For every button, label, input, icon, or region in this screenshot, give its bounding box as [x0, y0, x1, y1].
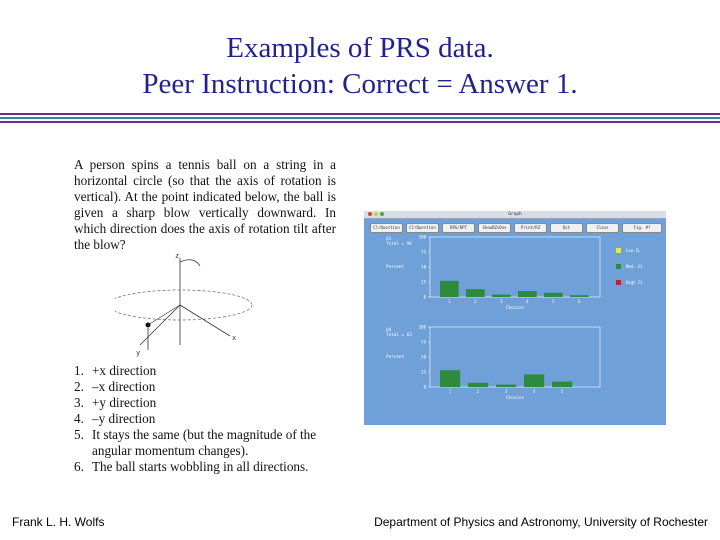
x-tick-label: 2	[474, 299, 477, 304]
toolbar-button[interactable]: ShowRZsOnv	[478, 223, 511, 233]
chart-bar	[440, 370, 460, 387]
answer-item: 2. –x direction	[74, 379, 156, 394]
chart-bar	[492, 295, 511, 297]
title-divider-middle	[0, 117, 720, 119]
toolbar-button[interactable]: ClrQuestion	[370, 223, 403, 233]
title-divider-top	[0, 113, 720, 115]
x-tick-label: 2	[476, 389, 480, 394]
rotation-circle	[115, 290, 252, 320]
slide-title-line-2: Peer Instruction: Correct = Answer 1.	[142, 68, 578, 100]
answer-item: 6. The ball starts wobbling in all directions.	[74, 459, 309, 474]
x-tick-label: 3	[500, 299, 503, 304]
x-tick-label: 1	[448, 299, 451, 304]
x-axis	[180, 305, 230, 336]
x-tick-label: 5	[552, 299, 555, 304]
confidence-legend	[616, 247, 643, 295]
chart-header-total: Total = 63	[386, 333, 412, 338]
y-tick-label: 25	[421, 279, 426, 285]
y-tick-label: 50	[421, 264, 426, 270]
z-axis-label: z	[175, 252, 180, 260]
y-tick-label: 75	[421, 249, 426, 255]
chart-bar	[518, 291, 537, 297]
x-tick-label: 5	[560, 389, 564, 394]
chart-x-axis-label: Choices	[505, 396, 525, 401]
x-tick-label: 4	[526, 299, 529, 304]
chart-bar	[496, 385, 516, 387]
answer-item: 5. It stays the same (but the magnitude of the angular momentum changes).	[74, 427, 317, 458]
legend-item-high: High CL	[616, 279, 643, 285]
tennis-ball	[146, 323, 151, 328]
answer-item: 1. +x direction	[74, 363, 157, 378]
footer-department: Department of Physics and Astronomy, University of Rochester	[374, 515, 708, 529]
y-tick-label: 0	[423, 384, 426, 390]
figure-select-dropdown[interactable]: Fig. #?	[622, 223, 662, 233]
legend-swatch	[616, 264, 621, 269]
prs-charts	[364, 211, 666, 425]
footer-author: Frank L. H. Wolfs	[12, 515, 105, 529]
x-tick-label: 1	[448, 389, 452, 394]
y-tick-label: 100	[418, 234, 426, 240]
answer-list	[74, 363, 344, 475]
string	[148, 305, 180, 325]
prs-graph-window	[364, 211, 666, 425]
chart-bar	[466, 289, 485, 297]
chart-y-axis-label: Percent	[386, 265, 405, 270]
chart-header-total: Total = 96	[386, 242, 412, 247]
y-tick-label: 100	[418, 324, 426, 330]
y-tick-label: 25	[421, 369, 426, 375]
x-axis-label: x	[232, 334, 237, 342]
answer-item: 4. –y direction	[74, 411, 156, 426]
slide-title	[0, 30, 720, 102]
window-title: Graph	[508, 212, 522, 217]
legend-item-low: Low CL	[616, 247, 643, 253]
toolbar-button[interactable]: RPG/RPT	[442, 223, 475, 233]
x-tick-label: 4	[532, 389, 536, 394]
title-divider-bottom	[0, 121, 720, 123]
legend-swatch	[616, 280, 621, 285]
toolbar-button[interactable]: Qst	[550, 223, 583, 233]
chart-bar	[468, 383, 488, 387]
y-tick-label: 0	[423, 294, 426, 300]
chart-header-question: Q4	[386, 328, 392, 333]
legend-swatch	[616, 248, 621, 253]
toolbar-button[interactable]: ClrQuestion	[406, 223, 439, 233]
chart-header-question: Q1	[386, 237, 392, 242]
question-text: A person spins a tennis ball on a string in a horizontal circle (so that the axis of rotation is vertical). At the point indicated below, the ball is given a sharp blow vertically downward. In which direction does the axis of rotation tilt after the blow?	[74, 157, 336, 252]
chart-y-axis-label: Percent	[386, 355, 405, 360]
chart-bar	[552, 382, 572, 387]
y-axis-label: y	[136, 349, 141, 357]
chart-bar	[524, 374, 544, 387]
chart-bar	[544, 293, 563, 297]
rotation-diagram	[115, 250, 320, 360]
legend-item-medium: Med. CL	[616, 263, 643, 269]
chart-bar	[570, 295, 589, 297]
x-tick-label: 6	[578, 299, 581, 304]
chart-x-axis-label: Choices	[505, 306, 525, 311]
chart-bar	[440, 281, 459, 297]
y-tick-label: 50	[421, 354, 426, 360]
slide-title-line-1: Examples of PRS data.	[226, 32, 494, 64]
toolbar-button[interactable]: Print/RZ	[514, 223, 547, 233]
rotation-arrow	[180, 260, 200, 266]
x-tick-label: 3	[504, 389, 508, 394]
toolbar-button[interactable]: Class	[586, 223, 619, 233]
answer-item: 3. +y direction	[74, 395, 157, 410]
y-tick-label: 75	[421, 339, 426, 345]
